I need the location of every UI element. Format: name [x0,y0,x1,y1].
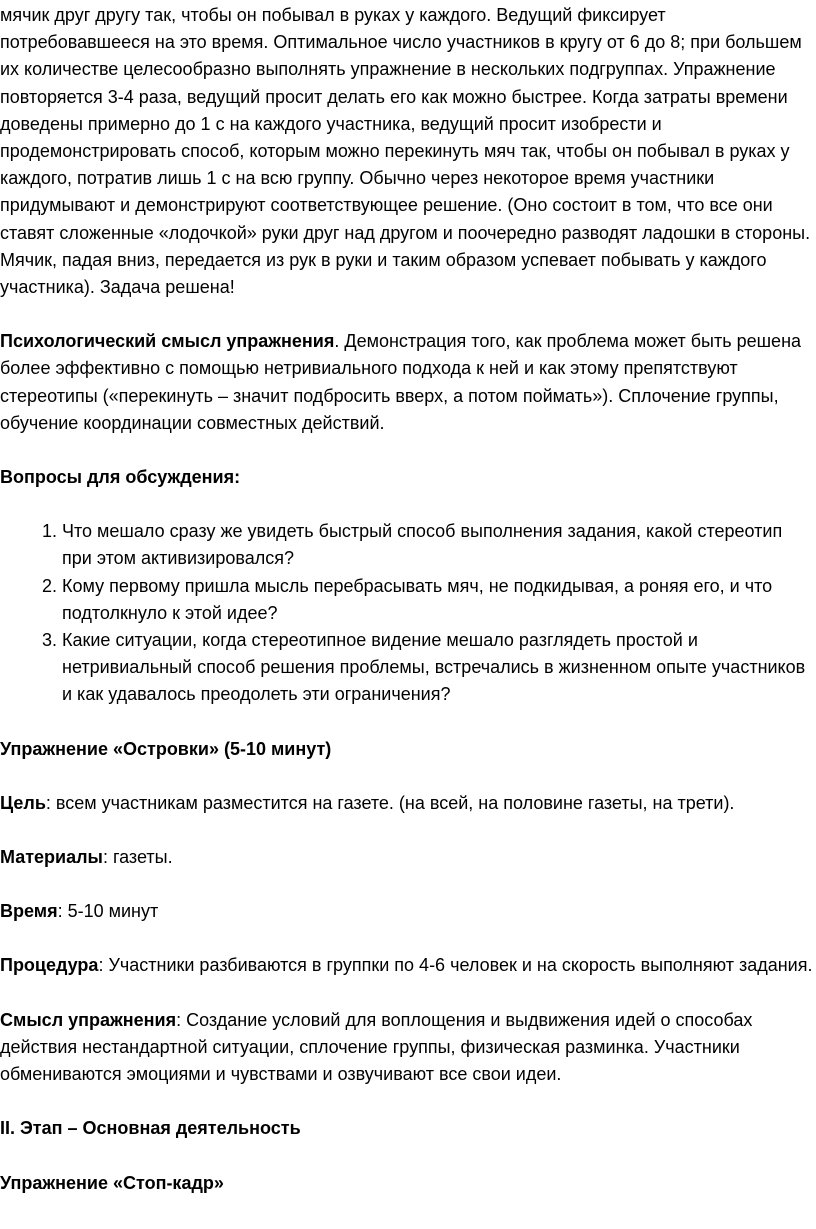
exercise-meaning-paragraph [0,1007,816,1089]
question-item: 1. Что мешало сразу же увидеть быстрый способ выполнения задания, какой стереотип при этом активизировался? [62,518,816,572]
procedure-text: : Участники разбиваются в группки по 4-6 человек и на скорость выполняют задания. [98,955,813,976]
questions-list [0,518,816,708]
exercise-islands-title: Упражнение «Островки» (5-10 минут) [0,738,332,759]
question-item: 3. Какие ситуации, когда стереотипное видение мешало разглядеть простой и нетривиальный способ решения проблемы, встречались в жизненном опыте участников и как удавалось преодолеть эти ограничения? [62,627,816,709]
psych-meaning-paragraph [0,328,816,437]
exercise-stopframe-title: Упражнение «Стоп-кадр» [0,1172,224,1193]
psych-meaning-text: . Демонстрация того, как проблема может быть решена более эффективно с помощью нетривиального подхода к ней и как этому препятствуют стереотипы («перекинуть – значит подбросить вверх, а потом поймать»). Сплочение группы, обучение координации совместных действий. [0,331,802,433]
question-item: 2. Кому первому пришла мысль перебрасывать мяч, не подкидывая, а роняя его, и что подтолкнуло к этой идее? [62,573,816,627]
goal-text: : всем участникам разместится на газете. (на всей, на половине газеты, на трети). [45,792,735,813]
materials-text: : газеты. [102,847,173,868]
questions-heading: Вопросы для обсуждения: [0,467,241,488]
materials-paragraph [0,844,816,871]
paragraph-continuation: мячик друг другу так, чтобы он побывал в руках у каждого. Ведущий фиксирует потребовавшееся на это время. Оптимальное число участников в кругу от 6 до 8; при большем их количестве целесообразно выполнять упражнение в нескольких подгруппах. Упражнение повторяется 3-4 раза, ведущий просит делать его как можно быстрее. Когда затраты времени доведены примерно до 1 с на каждого участника, ведущий просит изобрести и продемонстрировать способ, которым можно перекинуть мяч так, чтобы он побывал в руках у каждого, потратив лишь 1 с на всю группу. Обычно через некоторое время участники придумывают и демонстрируют соответствующее решение. (Оно состоит в том, что все они ставят сложенные «лодочкой» руки друг над другом и поочередно разводят ладошки в стороны. Мячик, падая вниз, передается из рук в руки и таким образом успевает побывать у каждого участника). Задача решена! [0,5,811,298]
goal-paragraph [0,790,816,817]
exercise-meaning-label: Смысл упражнения [0,1009,177,1030]
materials-label: Материалы [0,847,103,868]
procedure-paragraph [0,952,816,979]
goal-label: Цель [0,792,46,813]
time-paragraph [0,898,816,925]
time-label: Время [0,901,58,922]
psych-meaning-label: Психологический смысл упражнения [0,331,335,352]
procedure-label: Процедура [0,955,99,976]
time-text: : 5-10 минут [57,901,159,922]
exercise-meaning-text: : Создание условий для воплощения и выдвижения идей о способах действия нестандартной ситуации, сплочение группы, физическая разминка. Участники обмениваются эмоциями и чувствами и озвучивают все свои идеи. [0,1009,753,1085]
stage-heading: II. Этап – Основная деятельность [0,1118,301,1139]
